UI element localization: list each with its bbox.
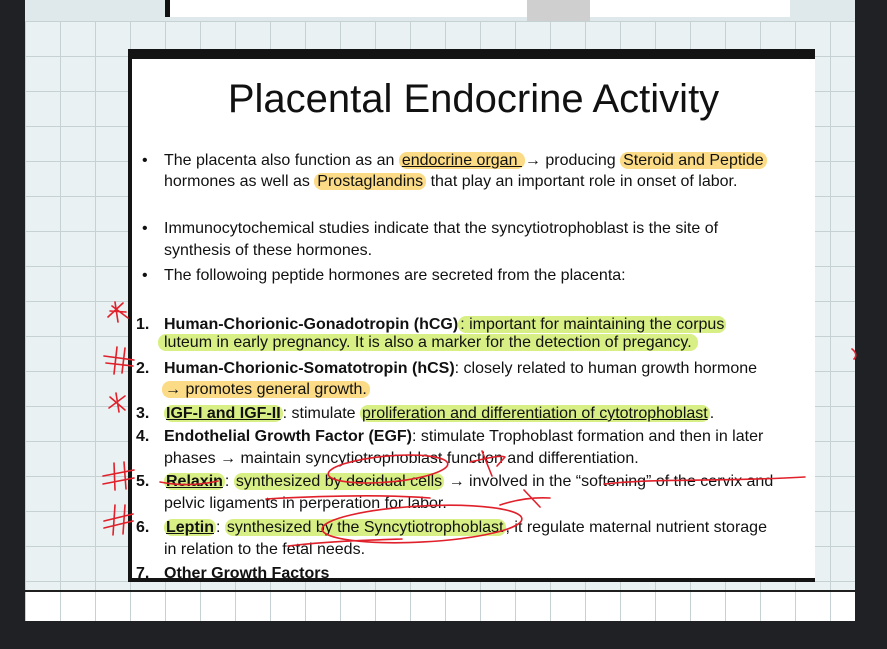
- item-4-line1: [164, 426, 763, 448]
- text-run: hormones as well as: [164, 173, 315, 190]
- highlight-growth: → promotes general growth.: [162, 381, 370, 398]
- item-name: Other Growth Factors: [164, 565, 330, 582]
- slide-title: Placental Endocrine Activity: [227, 77, 720, 121]
- bullet-2-line1: Immunocytochemical studies indicate that the syncytiotrophoblast is the site of: [164, 220, 719, 237]
- text-run: :: [224, 473, 234, 490]
- item-name: Human-Chorionic-Gonadotropin (hCG): [164, 316, 459, 333]
- bullet-1-line2: [164, 171, 737, 193]
- bullet-3-line1: The followoing peptide hormones are secreted from the placenta:: [164, 267, 626, 284]
- item-name: Endothelial Growth Factor (EGF): [164, 428, 412, 445]
- highlight-igf: proliferation and differentiation of cytotrophoblast: [362, 405, 708, 422]
- text-run: → involved in the “softening” of the cervix and: [444, 473, 774, 490]
- list-number: 4.: [136, 428, 150, 445]
- highlight-endocrine-organ: endocrine organ: [399, 152, 525, 169]
- previous-page-edge: [165, 0, 790, 17]
- highlight-decidual: synthesized by decidual cells: [235, 473, 443, 490]
- text-run: .: [709, 405, 715, 422]
- item-name: Relaxin: [166, 473, 223, 490]
- list-number: 3.: [136, 405, 150, 422]
- highlight-steroid-peptide: Steroid and Peptide: [620, 152, 767, 169]
- highlight-syncytio: synthesized by the Syncytiotrophoblast: [226, 519, 504, 536]
- highlight-hcg-line2: luteum in early pregnancy. It is also a marker for the detection of pregancy.: [158, 334, 698, 351]
- item-7-line1: [164, 563, 329, 585]
- slide-image: [128, 49, 815, 582]
- list-number: 1.: [136, 316, 150, 333]
- text-run: :: [216, 519, 225, 536]
- item-name: Leptin: [166, 519, 214, 536]
- text-run: : stimulate: [282, 405, 361, 422]
- bullet-dot: •: [142, 152, 148, 169]
- item-2-line2: [162, 379, 370, 401]
- text-run: that play an important role in onset of labor.: [426, 173, 738, 190]
- bullet-2-line2: synthesis of these hormones.: [164, 242, 373, 259]
- item-6-line2: in relation to the fetal needs.: [164, 541, 366, 558]
- list-number: 2.: [136, 360, 150, 377]
- text-run: , it regulate maternal nutrient storage: [505, 519, 767, 536]
- bullet-1-text: [164, 150, 814, 172]
- item-5-line2: pelvic ligaments in perperation for labor.: [164, 495, 447, 512]
- canvas-top-strip: [25, 0, 855, 21]
- item-4-line2: phases → maintain syncytiotrophoblast function and differentiation.: [164, 450, 639, 467]
- text-run: : stimulate Trophoblast formation and then in later: [412, 428, 764, 445]
- list-number: 6.: [136, 519, 150, 536]
- bullet-dot: •: [142, 267, 148, 284]
- item-name: IGF-I and IGF-II: [166, 405, 281, 422]
- list-number: 5.: [136, 473, 150, 490]
- item-6-line1: [164, 517, 767, 539]
- item-3-line1: [164, 403, 714, 425]
- item-name: Human-Chorionic-Somatotropin (hCS): [164, 360, 455, 377]
- item-5-line1: [164, 471, 773, 493]
- text-run: : closely related to human growth hormone: [454, 360, 758, 377]
- bullet-dot: •: [142, 220, 148, 237]
- text-run: → producing: [524, 152, 621, 169]
- highlight-prostaglandins: Prostaglandins: [314, 173, 426, 190]
- next-page-grid: [25, 592, 855, 621]
- highlight-hcg: : important for maintaining the corpus: [460, 316, 725, 333]
- item-1-line2: [158, 332, 698, 354]
- list-number: 7.: [136, 565, 150, 582]
- text-run: The placenta also function as an: [164, 152, 399, 169]
- item-2-line1: [164, 358, 757, 380]
